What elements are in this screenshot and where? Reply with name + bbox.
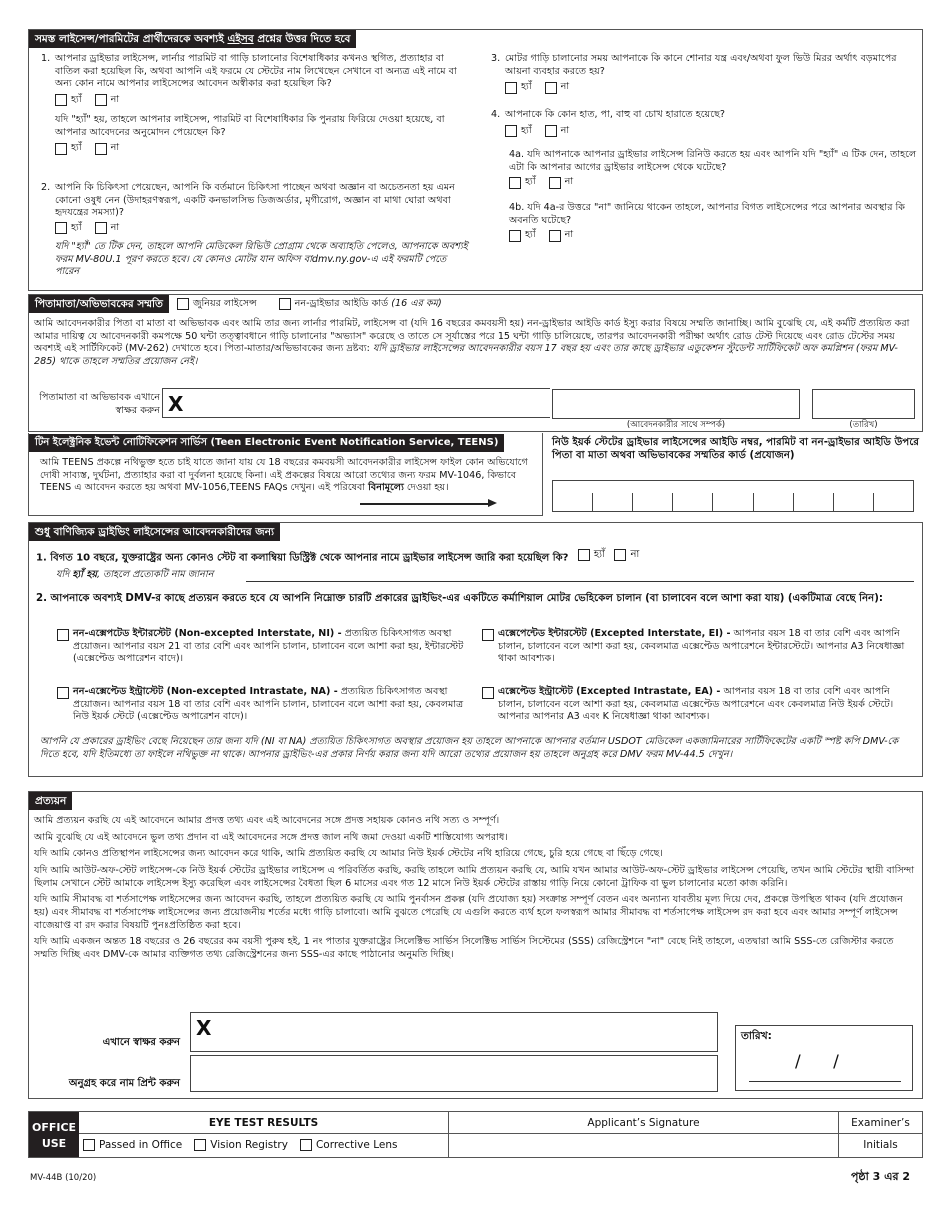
office-applicant-signature-field[interactable] — [449, 1134, 839, 1157]
print-name-field[interactable] — [190, 1055, 718, 1092]
parent-sign-label: পিতামাতা বা অভিভাবক এখানে স্বাক্ষর করুন — [39, 392, 160, 416]
question-3-text: মোটর গাড়ি চালানোর সময় আপনাকে কি কানে শোনার যন্ত্র এবং/অথবা ফুল ভিউ মিরর অর্থাৎ বড়মাপের আয়না ব্যবহার করতে হয়? — [505, 53, 897, 77]
commercial-header: শুধু বাণিজ্যিক ড্রাইভিং লাইসেন্সের আবেদনকারীদের জন্য — [29, 523, 280, 541]
examiner-initials-field[interactable] — [839, 1134, 922, 1157]
form-id: MV-44B (10/20) — [30, 1173, 97, 1183]
certification-date-line — [749, 1081, 901, 1082]
parent-consent-header: পিতামাতা/অভিভাবকের সম্মতি — [29, 295, 169, 313]
id-number-title: নিউ ইয়র্ক স্টেটের ড্রাইভার লাইসেন্সের আইডি নম্বর, পারমিট বা নন-ড্রাইভার আইডি উপরে পিতা বা মাতা অথবা অভিভাবকের সম্মতির কার্ড (প্রযোজন) — [552, 437, 920, 461]
cdl-note: আপনি যে প্রকারের ড্রাইভিং বেছে নিয়েছেন তার জন্য যদি (NI বা NA) প্রত্যয়িত চিকিৎসাগত অবস্থার প্রয়োজন হয় তাহলে আপনাকে আপনার বর্তমান USDOT মেডিকেল একজামিনারের সার্টিফিকেটের একটি স্পষ্ট কপি DMV-কে দিতে হবে, যদি ইতিমধ্যে তা ফাইলে নথিভুক্ত না থাকে। আপনার ড্রাইভিং-এর প্রকার নির্ণয় করার জন্য যদি আরো তথ্যের প্রয়োজন হয় তাহলে অনুগ্রহ করে DMV ফরম MV-44.5 দেখুন। — [40, 736, 899, 760]
ni-checkbox[interactable] — [57, 629, 69, 641]
question-4a: 4a. যদি আপনাকে আপনার ড্রাইভার লাইসেন্স রিনিউ করতে হয় এবং আপনি যদি "হ্যাঁ" এ টিক দেন, তাহলে এটা কি আপনার আগের ড্রাইভার লাইসেন্স থেকে ঘটেছে? হ্যাঁ না — [509, 149, 919, 193]
junior-license-label: জুনিয়র লাইসেন্স — [192, 297, 257, 309]
q4-yes-checkbox[interactable] — [505, 125, 517, 137]
id-digit-cell[interactable] — [553, 493, 593, 511]
office-use-table — [28, 1111, 923, 1158]
certification-date-field[interactable]: / / — [795, 1052, 839, 1072]
section-all-applicants-header: সমস্ত লাইসেন্স/পারমিটের প্রার্থীদেরকে অবশ্যই এইসব প্রশ্নের উত্তর দিতে হবে — [29, 30, 356, 48]
certification-body — [34, 815, 916, 962]
question-4b-text: 4b. যদি 4a-র উত্তরে "না" জানিয়ে থাকেন তাহলে, আপনার বিগত লাইসেন্সের পরে আপনার অবস্থার কি অবনতি ঘটেছে? — [509, 202, 905, 226]
q3-yes-checkbox[interactable] — [505, 82, 517, 94]
cdl-question-2: 2. আপনাকে অবশ্যই DMV-র কাছে প্রত্যয়ন করতে হবে যে আপনি নিম্নোক্ত চারটি প্রকারের ড্রাইভিং-এর একটিতে কর্মাশিয়াল মোটর ভেহিকেল চালান (বা চালাবেন বলে আশা করা যায়) (একটিমাত্র বেছে নিন): — [36, 593, 883, 604]
sign-here-label: এখানে স্বাক্ষর করুন — [102, 1037, 180, 1048]
q1-no-checkbox[interactable] — [95, 94, 107, 106]
question-2-note: যদি "হ্যাঁ" তে টিক দেন, তাহলে আপনি মেডিকেল রিভিউ প্রোগ্রাম থেকে অব্যাহতি পেলেও, আপনাকে অবশ্যই ফরম MV-80U.1 পূরণ করতে হবে। যে কোনও মোটর যান অফিস বাdmv.ny.gov-এ এই ফরমটি পেতে পারেন — [55, 240, 468, 278]
question-1: 1. আপনার ড্রাইভার লাইসেন্স, লার্নার পারমিট বা গাড়ি চালানোর বিশেষাধিকার কখনও স্থগিত, প্রত্যাহার বা বাতিল করা হয়েছিল কি, অথবা আপনি এই ফরমে যে স্টেটের নাম লিখেছেন সেখানে বা অন্যত্র এই নামে বা অন্য কোন নামে আপনার লাইসেন্সের আবেদন অস্বীকার করা হয়েছিল কি? হ্যাঁ না যদি "হ্যাঁ" হয়, তাহলে আপনার লাইসেন্স, পারমিট বা বিশেষাধিকার কি পুনরায় ফিরিয়ে দেওয়া হয়েছে, বা আপনার আবেদনের অনুমোদন পেয়েছেন কি? হ্যাঁ না — [55, 53, 470, 159]
non-driver-id-checkbox[interactable] — [279, 298, 291, 310]
teens-arrow — [360, 503, 490, 505]
parent-date-field[interactable] — [812, 389, 915, 419]
q1-yes-checkbox[interactable] — [55, 94, 67, 106]
question-1-text: আপনার ড্রাইভার লাইসেন্স, লার্নার পারমিট বা গাড়ি চালানোর বিশেষাধিকার কখনও স্থগিত, প্রত্যাহার বা বাতিল করা হয়েছিল কি, অথবা আপনি এই ফরমে যে স্টেটের নাম লিখেছেন সেখানে বা অন্যত্র এই নামে বা অন্য কোন নামে আপনার লাইসেন্সের আবেদন অস্বীকার করা হয়েছিল কি? — [55, 53, 457, 90]
question-4b: 4b. যদি 4a-র উত্তরে "না" জানিয়ে থাকেন তাহলে, আপনার বিগত লাইসেন্সের পরে আপনার অবস্থার কি অবনতি ঘটেছে? হ্যাঁ না — [509, 202, 919, 246]
q4a-yes-checkbox[interactable] — [509, 177, 521, 189]
q4-no-checkbox[interactable] — [545, 125, 557, 137]
teens-body: আমি TEENS প্রকল্পে নথিভুক্ত হতে চাই যাতে জানা যায় যে 18 বছরের কমবয়সী আবেদনকারীর লাইসেন্স ফাইল কোন অভিযোগে দোষী সাব্যস্ত, দুর্ঘটনা, প্রত্যাহার করা বা দুর্বলনা হয়েছে কিনা। এই প্রকল্পের বিষয়ে আরো তথ্যের জন্য ফরম MV-1046, কিভাবে TEENS এ আবেদন করতে হয় অথবা MV-1056,TEENS FAQs দেখুন। এই পরিষেবা বিনামূল্যে দেওয়া হয়। — [40, 457, 528, 494]
parent-consent-header-row: পিতামাতা/অভিভাবকের সম্মতি জুনিয়র লাইসেন্স নন-ড্রাইভার আইডি কার্ড (16 এর কম) — [29, 295, 452, 313]
eye-test-options: Passed in Office Vision Registry Corrective Lens — [79, 1134, 449, 1157]
question-4a-text: 4a. যদি আপনাকে আপনার ড্রাইভার লাইসেন্স রিনিউ করতে হয় এবং আপনি যদি "হ্যাঁ" এ টিক দেন, তাহলে এটা কি আপনার আগের ড্রাইভার লাইসেন্স থেকে ঘটেছে? — [509, 149, 917, 173]
junior-license-checkbox[interactable] — [177, 298, 189, 310]
teens-arrowhead — [488, 499, 497, 507]
applicant-signature-header: Applicant’s Signature — [449, 1112, 839, 1134]
question-2: 2. আপনি কি চিকিৎসা পেয়েছেন, আপনি কি বর্তমানে চিকিৎসা পাচ্ছেন অথবা অজ্ঞান বা অচেতনতা হয় এমন কোনো ওষুধ নেন (উদাহরণস্বরূপ, একটি কনভালসিভ ডিজঅর্ডার, মৃগীরোগ, অজ্ঞান বা মাথা ঘোরা অথবা হৃদযন্ত্রের সমস্যা)? হ্যাঁ না যদি "হ্যাঁ" তে টিক দেন, তাহলে আপনি মেডিকেল রিভিউ প্রোগ্রাম থেকে অব্যাহতি পেলেও, আপনাকে অবশ্যই ফরম MV-80U.1 পূরণ করতে হবে। যে কোনও মোটর যান অফিস বাdmv.ny.gov-এ এই ফরমটি পেতে পারেন — [55, 182, 470, 279]
option-ni: নন-এক্সেপটেড ইন্টারস্টেট (Non-excepted Interstate, NI) - প্রত্যয়িত চিকিৎসাগত অবস্থা প্রয়োজন। আপনার বয়স 21 বা তার বেশি এবং আপনি চালান, চালাবেন বলে আশা করা হয়, ইন্টারস্টেট (এক্সেপ্টেড অপারেশন বাদে)। — [57, 628, 477, 666]
q4b-yes-checkbox[interactable] — [509, 230, 521, 242]
q3-no-checkbox[interactable] — [545, 82, 557, 94]
corrective-lens-checkbox[interactable] — [300, 1139, 312, 1151]
question-4: 4. আপনাকে কি কোন হাত, পা, বাহু বা চোখ হারাতে হয়েছে? হ্যাঁ না — [505, 109, 915, 142]
id-digit-cell[interactable] — [794, 493, 834, 511]
id-digit-cell[interactable] — [673, 493, 713, 511]
q1-followup-yes-checkbox[interactable] — [55, 143, 67, 155]
certification-date-label: তারিখ: — [741, 1030, 772, 1042]
ei-checkbox[interactable] — [482, 629, 494, 641]
cert-para-5: যদি আমি সীমাবদ্ধ বা শর্তসাপেক্ষ লাইসেন্সের জন্য আবেদন করছি, তাহলে প্রত্যয়িত করছি যে আমি পুনর্বাসন প্রকল্প (যদি প্রযোজ্য হয়) সংক্রান্ত সম্পূর্ণ বেতন এবং অন্যান্য যাবতীয় মূল্য দিয়ে দেব, প্রকল্পে উপস্থিত থাকব (যদি প্রযোজন হয়) এবং সীমাবদ্ধ বা শর্তসাপেক্ষ লাইসেন্সের জন্য প্রয়োজনীয় শর্তের মধ্যে গাড়ি চালাবো। আমি বুঝতে পেরেছি যে এগুলি করতে ব্যর্থ হলে ফলস্বরূপ আমার সীমাবদ্ধ বা শর্তসাপেক্ষ লাইসেন্স রদ করা হবে এবং আমার সম্পূর্ণ লাইসেন্স বাজেয়াপ্ত বা রদ করার বিষয়টি পুনঃপ্রতিষ্ঠিত করা হবে। — [34, 894, 903, 931]
applicant-signature-field[interactable] — [190, 1012, 718, 1052]
cert-para-4: যদি আমি আউট-অফ-স্টেট লাইসেন্স-কে নিউ ইয়র্ক স্টেটের ড্রাইভার লাইসেন্স এ পরিবর্তিত করছি, করছি তাহলে আমি প্রত্যয়ন করছি যে, আমি যখন আমার আউট-অফ-স্টেট ড্রাইভার লাইসেন্স পেয়েছি, তখন আমি স্টেটের স্থায়ী বাসিন্দা ছিলাম সেখানে স্টেট আমাকে লাইসেন্স ইস্যু করেছিল এবং লাইসেন্সের বৈধতা ছিল 6 মাসের এবং গত 12 মাসে নিউ ইয়র্ক স্টেটের রাস্তায় গাড়ি নিয়ে কোনো ট্রাফিক বা ভুল চালানোর মতো কাজ করিনি। — [34, 864, 915, 889]
cert-para-6: যদি আমি একজন অন্তত 18 বছরের ও 26 বছরের কম বয়সী পুরুষ হই, 1 নং পাতার যুক্তরাষ্ট্রের সিলেক্টিভ সার্ভিস সিলেক্টিভ সার্ভিস সিস্টেমের (SSS) রেজিস্ট্রেশনে "না" বেছে নিই তাহলে, এতদ্বারা আমি SSS-তে রেজিস্টার করতে সম্মতি দিচ্ছি এবং DMV-কে আমার ব্যক্তিগত তথ্য রেজিস্ট্রেশনের জন্য SSS-এর কাছে পাঠানোর অনুমতি দিচ্ছি। — [34, 936, 894, 960]
id-digit-cell[interactable] — [593, 493, 633, 511]
certification-header: প্রত্যয়ন — [29, 792, 72, 810]
cdl-q1-yes-checkbox[interactable] — [578, 549, 590, 561]
parent-signature-field[interactable] — [162, 388, 550, 418]
question-2-text: আপনি কি চিকিৎসা পেয়েছেন, আপনি কি বর্তমানে চিকিৎসা পাচ্ছেন অথবা অজ্ঞান বা অচেতনতা হয় এমন কোনো ওষুধ নেন (উদাহরণস্বরূপ, একটি কনভালসিভ ডিজঅর্ডার, মৃগীরোগ, অজ্ঞান বা মাথা ঘোরা অথবা হৃদযন্ত্রের সমস্যা)? — [55, 182, 455, 219]
non-driver-id-label: নন-ড্রাইভার আইডি কার্ড — [294, 297, 389, 309]
relationship-label: (আবেদনকারীর সাথে সম্পর্ক) — [626, 420, 726, 430]
q2-yes-checkbox[interactable] — [55, 222, 67, 234]
id-digit-cell[interactable] — [754, 493, 794, 511]
cdl-question-1: 1. বিগত 10 বছরে, যুক্তরাষ্ট্রের অন্য কোনও স্টেট বা কলাম্বিয়া ডিস্ট্রিক্ট থেকে আপনার নামে ড্রাইভার লাইসেন্স জারি করা হয়েছিল কি? হ্যাঁ না — [36, 549, 640, 564]
question-3: 3. মোটর গাড়ি চালানোর সময় আপনাকে কি কানে শোনার যন্ত্র এবং/অথবা ফুল ভিউ মিরর অর্থাৎ বড়মাপের আয়না ব্যবহার করতে হয়? হ্যাঁ না — [505, 53, 915, 98]
relationship-field[interactable] — [552, 389, 800, 419]
question-4-text: আপনাকে কি কোন হাত, পা, বাহু বা চোখ হারাতে হয়েছে? — [505, 109, 725, 120]
parent-date-label: (তারিখ) — [849, 420, 878, 430]
cdl-q1-no-checkbox[interactable] — [614, 549, 626, 561]
cert-para-2: আমি বুঝেছি যে এই আবেদনে ভুল তথ্য প্রদান বা এই আবেদনের সঙ্গে প্রদত্ত জাল নথি জমা দেওয়া একটি শাস্তিযোগ্য অপরাধ। — [34, 831, 508, 843]
print-name-label: অনুগ্রহ করে নাম প্রিন্ট করুন — [68, 1078, 180, 1089]
id-digit-cell[interactable] — [633, 493, 673, 511]
option-ea: এক্সেপ্টেড ইন্ট্রাস্টেট (Excepted Intrastate, EA) - আপনার বয়স 18 বা তার বেশি এবং আপনি চালান, চালাবেন বলে আশা করা হয়, কেবলমাত্র এক্সেপ্টেড অপারেশনে এবং কেবলমাত্র নিউ ইয়র্ক স্টেটে। আপনার আপনার A3 এবং K নিষেধাজ্ঞা থাকা আবশ্যক। — [482, 686, 917, 724]
id-digit-cell[interactable] — [874, 493, 913, 511]
option-ei: এক্সেপেন্টেড ইন্টারস্টেট (Excepted Interstate, EI) - আপনার বয়স 18 বা তার বেশি এবং আপনি চালান, চালাবেন বলে আশা করা হয়, কেবলমাত্র এক্সেপ্টেড অপারেশনে ইন্টারস্টেটে। আপনার A3 নিষেধাজ্ঞা থাকা আবশ্যক। — [482, 628, 917, 666]
q2-no-checkbox[interactable] — [95, 222, 107, 234]
na-checkbox[interactable] — [57, 687, 69, 699]
parent-consent-body: আমি আবেদনকারীর পিতা বা মাতা বা অভিভাবক এবং আমি তার জন্য লার্নার পারমিট, লাইসেন্স বা (যদি 16 বছরের কমবয়সী হয়) নন-ড্রাইভার আইডি কার্ড ইস্যু করার বিষয়ে সম্মতি জানাচ্ছি। আমি বুঝেছি যে, এই কর্মটি প্রত্যয়িত করা আমার দায়িত্ব যে আবেদনকারী কমপক্ষে 50 ঘন্টা তত্ত্বাবধানে গাড়ি চালানোর "অভ্যাস" করেছে ও তাতে সে সূর্যাস্তের পরে 15 ঘন্টা গাড়ি চালিয়েছে, তারপর আবেদনকারী পরীক্ষা অর্থাৎ রোড টেস্ট দিয়েছে এবং রোড টেস্টের সময় অবশ্যই এই সার্টিফিকেট (MV-262) দেখাতে হবে। পিতা-মাতার/অভিভাবকের জন্য দ্রষ্টব্য: যদি ড্রাইভার লাইসেন্সের আবেদনকারীর বয়স 17 বছর হয় এবং তার কাছে ড্রাইভার এডুকেশন স্টুডেন্ট সার্টিফিকেট অফ কমপ্লিশন (ফরম MV-285) থাকে তাহলে সম্মতির প্রয়োজন নেই। — [34, 318, 910, 367]
cert-para-1: আমি প্রত্যয়ন করছি যে এই আবেদনে আমার প্রদত্ত তথ্য এবং এই আবেদনের সঙ্গে প্রদত্ত সহায়ক কোনও নথি সত্য ও সম্পূর্ণ। — [34, 815, 500, 826]
teens-header: টিন ইলেক্ট্রনিক ইভেন্ট নোটিফিকেশন সার্ভিস (Teen Electronic Event Notification Service, TEENS) — [29, 434, 504, 452]
passed-in-office-checkbox[interactable] — [83, 1139, 95, 1151]
page-number: পৃষ্ঠা 3 এর 2 — [850, 1170, 910, 1183]
option-na: নন-এক্সেপ্টেড ইন্ট্রাস্টেট (Non-excepted Intrastate, NA) - প্রত্যয়িত চিকিৎসাগত অবস্থা প্রয়োজন। আপনার বয়স 18 বা তার বেশি এবং আপনি চালান, চালাবেন বলে আশা করা হয়, কেবলমাত্র নিউ ইয়র্ক স্টেটে (এক্সেপ্টেড অপারেশন বাদে)। — [57, 686, 477, 724]
id-digit-cell[interactable] — [834, 493, 874, 511]
cdl-q1-followup: যদি হ্যাঁ হয়, তাহলে প্রত্যেকটি নাম জানান — [56, 569, 214, 580]
id-number-field[interactable] — [552, 480, 914, 512]
question-1-followup: যদি "হ্যাঁ" হয়, তাহলে আপনার লাইসেন্স, পারমিট বা বিশেষাধিকার কি পুনরায় ফিরিয়ে দেওয়া হয়েছে, বা আপনার আবেদনের অনুমোদন পেয়েছেন কি? — [55, 113, 445, 138]
q4a-no-checkbox[interactable] — [549, 177, 561, 189]
cdl-q1-names-line[interactable] — [246, 581, 914, 582]
applicant-x-mark: X — [196, 1016, 212, 1040]
examiner-initials-header: Examiner’s Initials — [839, 1112, 922, 1134]
q1-followup-no-checkbox[interactable] — [95, 143, 107, 155]
vision-registry-checkbox[interactable] — [194, 1139, 206, 1151]
id-digit-cell[interactable] — [713, 493, 753, 511]
q4b-no-checkbox[interactable] — [549, 230, 561, 242]
signature-x-mark: X — [168, 392, 184, 416]
eye-test-title: EYE TEST RESULTS — [79, 1112, 449, 1134]
office-use-label: OFFICE USE — [29, 1112, 79, 1157]
ea-checkbox[interactable] — [482, 687, 494, 699]
cert-para-3: যদি আমি কোনও প্রতিস্থাপন লাইসেন্সের জন্য আবেদন করে থাকি, আমি প্রত্যয়িত করছি যে আমার নিউ ইয়র্ক স্টেটের নথি হারিয়ে গেছে, চুরি হয়ে গেছে বা ছিঁড়ে গেছে। — [34, 848, 663, 860]
